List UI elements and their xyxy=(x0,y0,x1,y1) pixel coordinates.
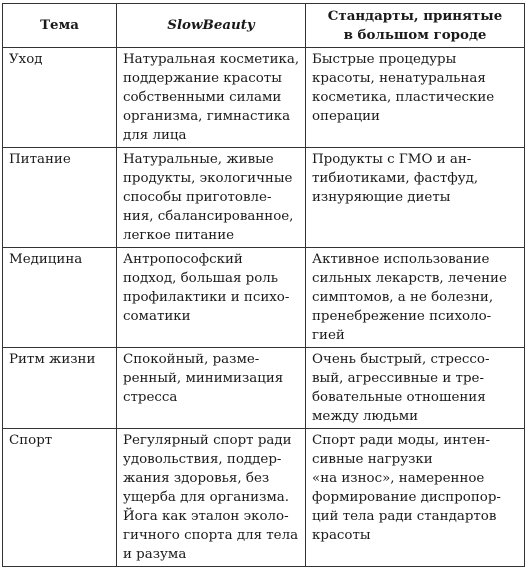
cell-text-line: ций тела ради стандартов xyxy=(312,509,497,524)
cell-text-line: организма, гимнастика xyxy=(123,109,291,124)
cell-text-line: Активное использование xyxy=(312,252,490,267)
cell-text-line: Антропософский xyxy=(123,252,243,267)
table-row xyxy=(3,348,525,429)
cell-text-line: бовательные отношения xyxy=(312,390,486,405)
table-header-row xyxy=(3,4,525,48)
cell-text-line: Натуральные, живые xyxy=(123,152,274,167)
cell-text-line: ущерба для организма. xyxy=(123,490,290,505)
cell-text-line: Спорт ради моды, интен- xyxy=(312,433,490,448)
cell-slowbeauty xyxy=(117,248,306,348)
cell-text-line: сильных лекарств, лечение xyxy=(312,271,507,286)
comparison-table xyxy=(2,3,525,567)
cell-text-line: Йога как эталон эколо- xyxy=(123,509,289,524)
cell-text-line: для лица xyxy=(123,128,187,143)
table-body xyxy=(3,48,525,567)
cell-city-standards xyxy=(306,348,525,429)
cell-topic: Спорт xyxy=(3,429,117,567)
cell-text-line: красоты, ненатуральная xyxy=(312,71,486,86)
cell-text-line: профилактики и психо- xyxy=(123,290,290,305)
header-slowbeauty xyxy=(117,4,306,48)
cell-text-line: формирование диспропор- xyxy=(312,490,501,505)
cell-city-standards xyxy=(306,148,525,248)
cell-text-line: Натуральная косметика, xyxy=(123,52,300,67)
cell-text-line: вый, агрессивные и тре- xyxy=(312,371,484,386)
cell-text-line: поддержание красоты xyxy=(123,71,282,86)
cell-text-line: ренный, минимизация xyxy=(123,371,284,386)
header-city-line: Стандарты, принятые xyxy=(327,7,503,24)
cell-text-line: продукты, экологичные xyxy=(123,171,293,186)
cell-city-standards xyxy=(306,48,525,148)
cell-text-line: ния, сбалансированное, xyxy=(123,209,294,224)
cell-topic: Уход xyxy=(3,48,117,148)
cell-city-standards xyxy=(306,429,525,567)
cell-text-line: удовольствия, поддер- xyxy=(123,452,282,467)
cell-text-line: пренебрежение психоло- xyxy=(312,309,492,324)
cell-text-line: гией xyxy=(312,328,345,343)
table-row xyxy=(3,148,525,248)
cell-text-line: Продукты с ГМО и ан- xyxy=(312,152,472,167)
cell-text-line: жания здоровья, без xyxy=(123,471,270,486)
cell-text-line: Регулярный спорт ради xyxy=(123,433,292,448)
header-city-standards xyxy=(306,4,525,48)
cell-text-line: и разума xyxy=(123,547,187,562)
cell-text-line: симптомов, а не болезни, xyxy=(312,290,494,305)
cell-text-line: тибиотиками, фастфуд, xyxy=(312,171,479,186)
cell-slowbeauty xyxy=(117,48,306,148)
cell-text-line: между людьми xyxy=(312,409,419,424)
cell-text-line: легкое питание xyxy=(123,228,235,243)
cell-topic: Ритм жизни xyxy=(3,348,117,429)
header-slowbeauty-label: SlowBeauty xyxy=(167,17,255,33)
cell-text-line: «на износ», намеренное xyxy=(312,471,485,486)
table-row xyxy=(3,48,525,148)
cell-slowbeauty xyxy=(117,148,306,248)
header-topic: Тема xyxy=(3,4,117,48)
table-row xyxy=(3,248,525,348)
cell-topic: Питание xyxy=(3,148,117,248)
cell-text-line: соматики xyxy=(123,309,191,324)
cell-text-line: Спокойный, разме- xyxy=(123,352,260,367)
cell-text-line: операции xyxy=(312,109,380,124)
cell-text-line: Очень быстрый, стрессо- xyxy=(312,352,490,367)
cell-text-line: косметика, пластические xyxy=(312,90,495,105)
cell-text-line: сивные нагрузки xyxy=(312,452,433,467)
table-row xyxy=(3,429,525,567)
cell-text-line: изнуряющие диеты xyxy=(312,190,451,205)
cell-text-line: способы приготовле- xyxy=(123,190,272,205)
cell-topic: Медицина xyxy=(3,248,117,348)
cell-city-standards xyxy=(306,248,525,348)
cell-text-line: собственными силами xyxy=(123,90,282,105)
cell-slowbeauty xyxy=(117,348,306,429)
cell-text-line: Быстрые процедуры xyxy=(312,52,457,67)
cell-text-line: подход, большая роль xyxy=(123,271,279,286)
cell-slowbeauty xyxy=(117,429,306,567)
header-city-line: в большом городе xyxy=(343,26,487,43)
cell-text-line: гичного спорта для тела xyxy=(123,528,299,543)
cell-text-line: стресса xyxy=(123,390,178,405)
cell-text-line: красоты xyxy=(312,528,371,543)
